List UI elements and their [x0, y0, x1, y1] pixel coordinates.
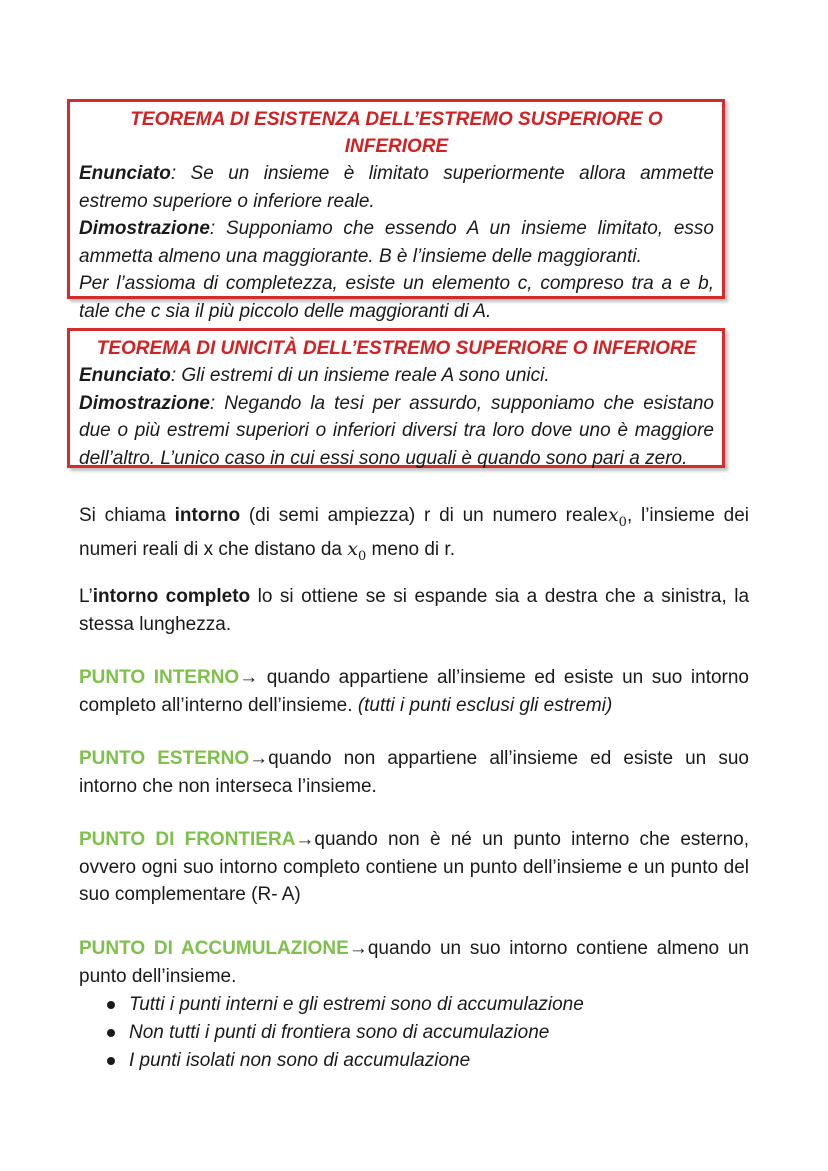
intorno-completo-definition: L’intorno completo lo si ottiene se si espande sia a destra che a sinistra, la stessa lunghezza. [79, 586, 750, 635]
accumulazione-bullet-list [79, 991, 749, 1075]
x0-symbol: $x_0$ [607, 504, 627, 530]
punto-esterno-definition: PUNTO ESTERNO→quando non appartiene all’insieme ed esiste un suo intorno che non interseca l’insieme. [79, 748, 749, 797]
theorem-existence-proof-continued: Per l’assioma di completezza, esiste un elemento c, compreso tra a e b, tale che c sia il più piccolo delle maggioranti di A. [79, 273, 714, 322]
theorem-existence-title: TEOREMA DI ESISTENZA DELL’ESTREMO SUSPERIORE O INFERIORE [130, 109, 663, 157]
proof-label: Dimostrazione [79, 392, 210, 414]
statement-text: : Gli estremi di un insieme reale A sono unici. [170, 365, 550, 386]
list-item: Non tutti i punti di frontiera sono di accumulazione [79, 1019, 749, 1047]
statement-label: Enunciato [79, 163, 171, 184]
arrow-icon: → [249, 748, 269, 769]
theorem-uniqueness-proof [79, 390, 714, 473]
proof-label: Dimostrazione [79, 218, 210, 239]
theorem-existence-proof [79, 215, 714, 270]
intorno-definition: Si chiama intorno (di semi ampiezza) r di un numero realex$_0$, l’insieme dei numeri reali di x che distano da $x_0$ meno di r. [79, 504, 749, 565]
punto-interno-label: PUNTO INTERNO [79, 667, 240, 688]
punto-interno-note: (tutti i punti esclusi gli estremi) [357, 694, 613, 716]
theorem-existence-statement [79, 160, 714, 215]
punto-esterno-label: PUNTO ESTERNO [79, 748, 250, 769]
theorem-uniqueness-title: TEOREMA DI UNICITÀ DELL’ESTREMO SUPERIORE O INFERIORE [96, 338, 697, 359]
proof-text: : Negando la tesi per assurdo, supponiamo che esistano due o più estremi superiori o inferiori diversi tra loro dove uno è maggiore dell’altro. L’unico caso in cui essi sono uguali è quando sono pari a zero. [79, 392, 714, 469]
punto-frontiera-label: PUNTO DI FRONTIERA [79, 829, 296, 850]
x0-symbol: $x_0$ [347, 538, 367, 565]
punto-accumulazione-label: PUNTO DI ACCUMULAZIONE [79, 938, 349, 959]
punto-accumulazione-definition: PUNTO DI ACCUMULAZIONE→quando un suo intorno contiene almeno un punto dell’insieme. [79, 938, 749, 987]
theorem-existence-box [67, 99, 725, 322]
intorno-term: intorno [174, 505, 241, 526]
proof-text: : Supponiamo che essendo A un insieme limitato, esso ammetta almeno una maggiorante. B è l’insieme delle maggioranti. [79, 218, 714, 267]
arrow-icon: → [239, 667, 259, 688]
theorem-uniqueness-statement [79, 362, 714, 390]
arrow-icon: → [295, 829, 315, 850]
punto-frontiera-definition: PUNTO DI FRONTIERA→quando non è né un punto interno che esterno, ovvero ogni suo intorno completo contiene un punto dell’insieme e un punto del suo complementare (R- A) [79, 829, 749, 905]
statement-text: : Se un insieme è limitato superiormente allora ammette estremo superiore o inferiore reale. [79, 163, 714, 212]
arrow-icon: → [348, 938, 368, 959]
statement-label: Enunciato [79, 365, 171, 386]
punto-interno-definition: PUNTO INTERNO→ quando appartiene all’insieme ed esiste un suo intorno completo all’interno dell’insieme. (tutti i punti esclusi gli estremi) [79, 667, 750, 716]
list-item: I punti isolati non sono di accumulazione [79, 1047, 749, 1075]
list-item: Tutti i punti interni e gli estremi sono di accumulazione [79, 991, 749, 1019]
intorno-completo-term: intorno completo [92, 586, 251, 607]
theorem-uniqueness-box [67, 328, 725, 468]
